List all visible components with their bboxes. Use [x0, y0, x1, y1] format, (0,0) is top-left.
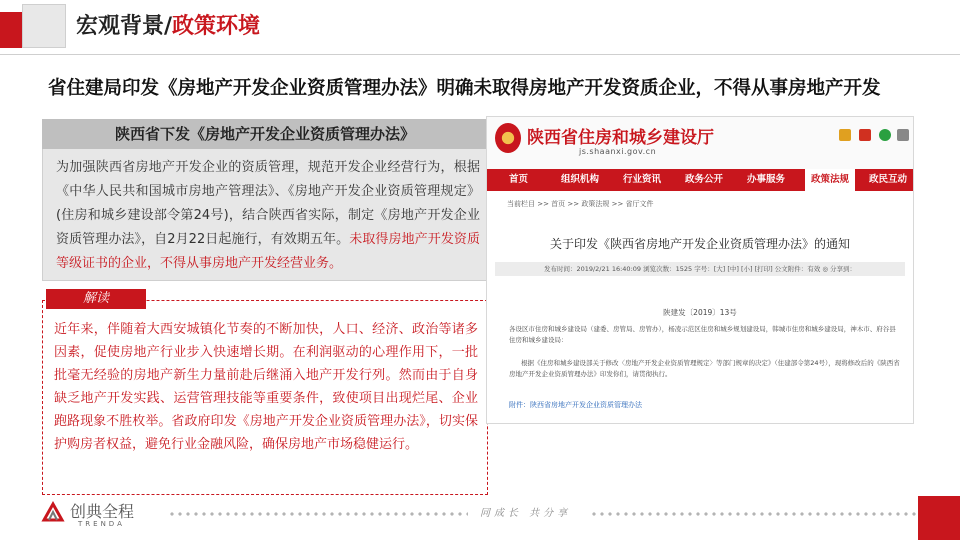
analysis-text: 近年来，伴随着大西安城镇化节奏的不断加快，人口、经济、政治等诸多因素，促使房地产行业步入快速增长期。在利润驱动的心理作用下，一批批毫无经验的房地产新生力量前赴后继涌入地产开发行列。然而由于自身缺乏地产开发实践、运营管理技能等重要条件，致使项目出现烂尾、企业跑路现象不胜枚举。省政府印发《房地产开发企业资质管理办法》，切实保护购房者权益，避免行业金融风险，确保房地产市场稳健运行。	[54, 322, 478, 452]
weibo-icon[interactable]	[859, 129, 871, 141]
header-gray-block	[22, 4, 66, 48]
nav-item-home[interactable]: 首页	[509, 174, 529, 185]
header-divider	[0, 54, 960, 55]
policy-body: 为加强陕西省房地产开发企业的资质管理，规范开发企业经营行为，根据《中华人民共和国城市房地产管理法》、《房地产开发企业资质管理规定》(住房和城乡建设部令第24号)，结合陕西省实际，制定《房地产开发企业资质管理办法》，自2月22日起施行，有效期五年。	[56, 160, 480, 247]
footer-red-block	[918, 496, 960, 540]
notice-meta: 发布时间：2019/2/21 16:40:09 浏览次数：1525 字号：[大] [中] [小] [打印] 公文附件：有效 ◎ 分享到：	[495, 262, 905, 276]
notice-recipients: 各设区市住房和城乡建设局（建委、房管局、房管办），杨凌示范区住房和城乡规划建设局，韩城市住房和城乡建设局，神木市、府谷县住房和城乡建设局：	[509, 325, 896, 344]
site-name: 陕西省住房和城乡建设厅	[527, 128, 714, 148]
footer-dots-left	[168, 511, 468, 517]
headline: 省住建局印发《房地产开发企业资质管理办法》明确未取得房地产开发资质企业，不得从事房地产开发	[48, 78, 881, 99]
nav-item-org[interactable]: 组织机构	[561, 174, 600, 185]
footer-slogan: 同成长 共分享	[480, 508, 572, 519]
attachment-link[interactable]: 附件：陕西省房地产开发企业资质管理办法	[509, 401, 642, 409]
nav-item-news[interactable]: 行业资讯	[623, 174, 662, 185]
website-screenshot	[486, 116, 914, 424]
mail-icon[interactable]	[839, 129, 851, 141]
nav-item-policy[interactable]: 政策法规	[805, 169, 855, 191]
brand-name-en: TRENDA	[78, 520, 125, 528]
title-part-1: 宏观背景/	[76, 14, 173, 39]
analysis-tag: 解读	[46, 289, 146, 309]
nav-item-service[interactable]: 办事服务	[747, 174, 786, 185]
title-part-2: 政策环境	[172, 14, 261, 39]
site-nav	[487, 169, 913, 191]
policy-title: 陕西省下发《房地产开发企业资质管理办法》	[42, 119, 488, 149]
brand-name: 创典全程	[70, 502, 135, 521]
site-tool-icons	[839, 129, 909, 143]
footer-dots-right	[590, 511, 916, 517]
brand-logo-icon	[40, 500, 66, 526]
national-emblem-icon	[495, 123, 521, 153]
notice-body: 根据《住房和城乡建设部关于修改〈房地产开发企业资质管理规定〉等部门规章的决定》（住建部令第24号），现将修改后的《陕西省房地产开发企业资质管理办法》印发你们，请贯彻执行。	[509, 359, 900, 378]
nav-item-public[interactable]: 政务公开	[685, 174, 724, 185]
notice-title: 关于印发《陕西省房地产开发企业资质管理办法》的通知	[549, 237, 850, 251]
site-url: js.shaanxi.gov.cn	[579, 147, 657, 156]
doc-number: 陕建发〔2019〕13号	[663, 308, 737, 317]
phone-icon[interactable]	[897, 129, 909, 141]
policy-text	[56, 156, 480, 276]
page-title	[76, 10, 260, 44]
breadcrumb: 当前栏目 >> 首页 >> 政策法规 >> 省厅文件	[507, 200, 654, 208]
nav-item-interaction[interactable]: 政民互动	[869, 174, 908, 185]
wechat-icon[interactable]	[879, 129, 891, 141]
policy-highlight: 未取得房地产开发资质等级证书的企业，不得从事房地产开发经营业务。	[56, 232, 480, 271]
